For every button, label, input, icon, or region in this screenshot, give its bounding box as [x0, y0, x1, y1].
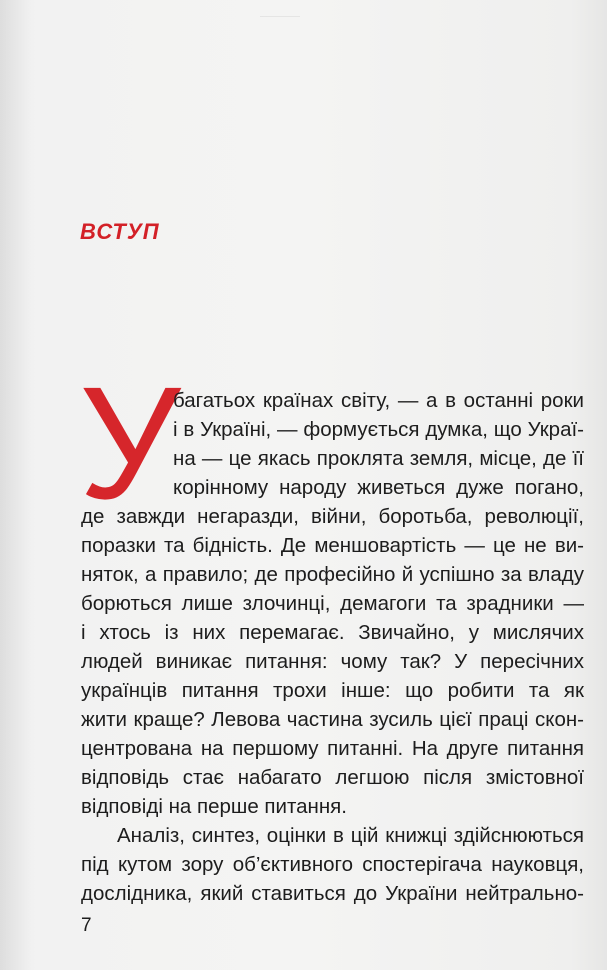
drop-cap-letter: У [79, 353, 181, 532]
page-gutter-shadow [0, 0, 30, 970]
text-line: багатьох країнах світу, — а в останні роки [173, 389, 584, 412]
text-line: борються лише злочинці, демагоги та зрадники — [81, 592, 584, 615]
page-number: 7 [81, 915, 92, 936]
text-line: людей виникає питання: чому так? У пересічних [81, 650, 584, 673]
text-line: дослідника, який ставиться до України нейтрально- [81, 882, 584, 905]
text-line: відповіді на перше питання. [81, 795, 347, 818]
text-line: відповідь стає набагато легшою після змістовної [81, 766, 584, 789]
text-line: де завжди негаразди, війни, боротьба, революції, [81, 505, 584, 528]
text-line: няток, а правило; де професійно й успішно за владу [81, 563, 584, 586]
text-line: на — це якась проклята земля, місце, де її [173, 447, 584, 470]
text-line: під кутом зору об’єктивного спостерігача науковця, [81, 853, 584, 876]
text-line: корінному народу живеться дуже погано, [173, 476, 584, 499]
text-line: центрована на першому питанні. На друге питання [81, 737, 584, 760]
page-top-mark [260, 16, 300, 17]
text-line: Аналіз, синтез, оцінки в цій книжці здійснюються [117, 824, 584, 847]
text-line: жити краще? Левова частина зусиль цієї праці скон- [81, 708, 584, 731]
text-line: і в Україні, — формується думка, що Украї- [173, 418, 584, 441]
text-line: українців питання трохи інше: що робити та як [81, 679, 584, 702]
text-line: і хтось із них перемагає. Звичайно, у мислячих [81, 621, 584, 644]
chapter-heading: ВСТУП [80, 219, 160, 244]
text-line: поразки та бідність. Де меншовартість — це не ви- [81, 534, 584, 557]
